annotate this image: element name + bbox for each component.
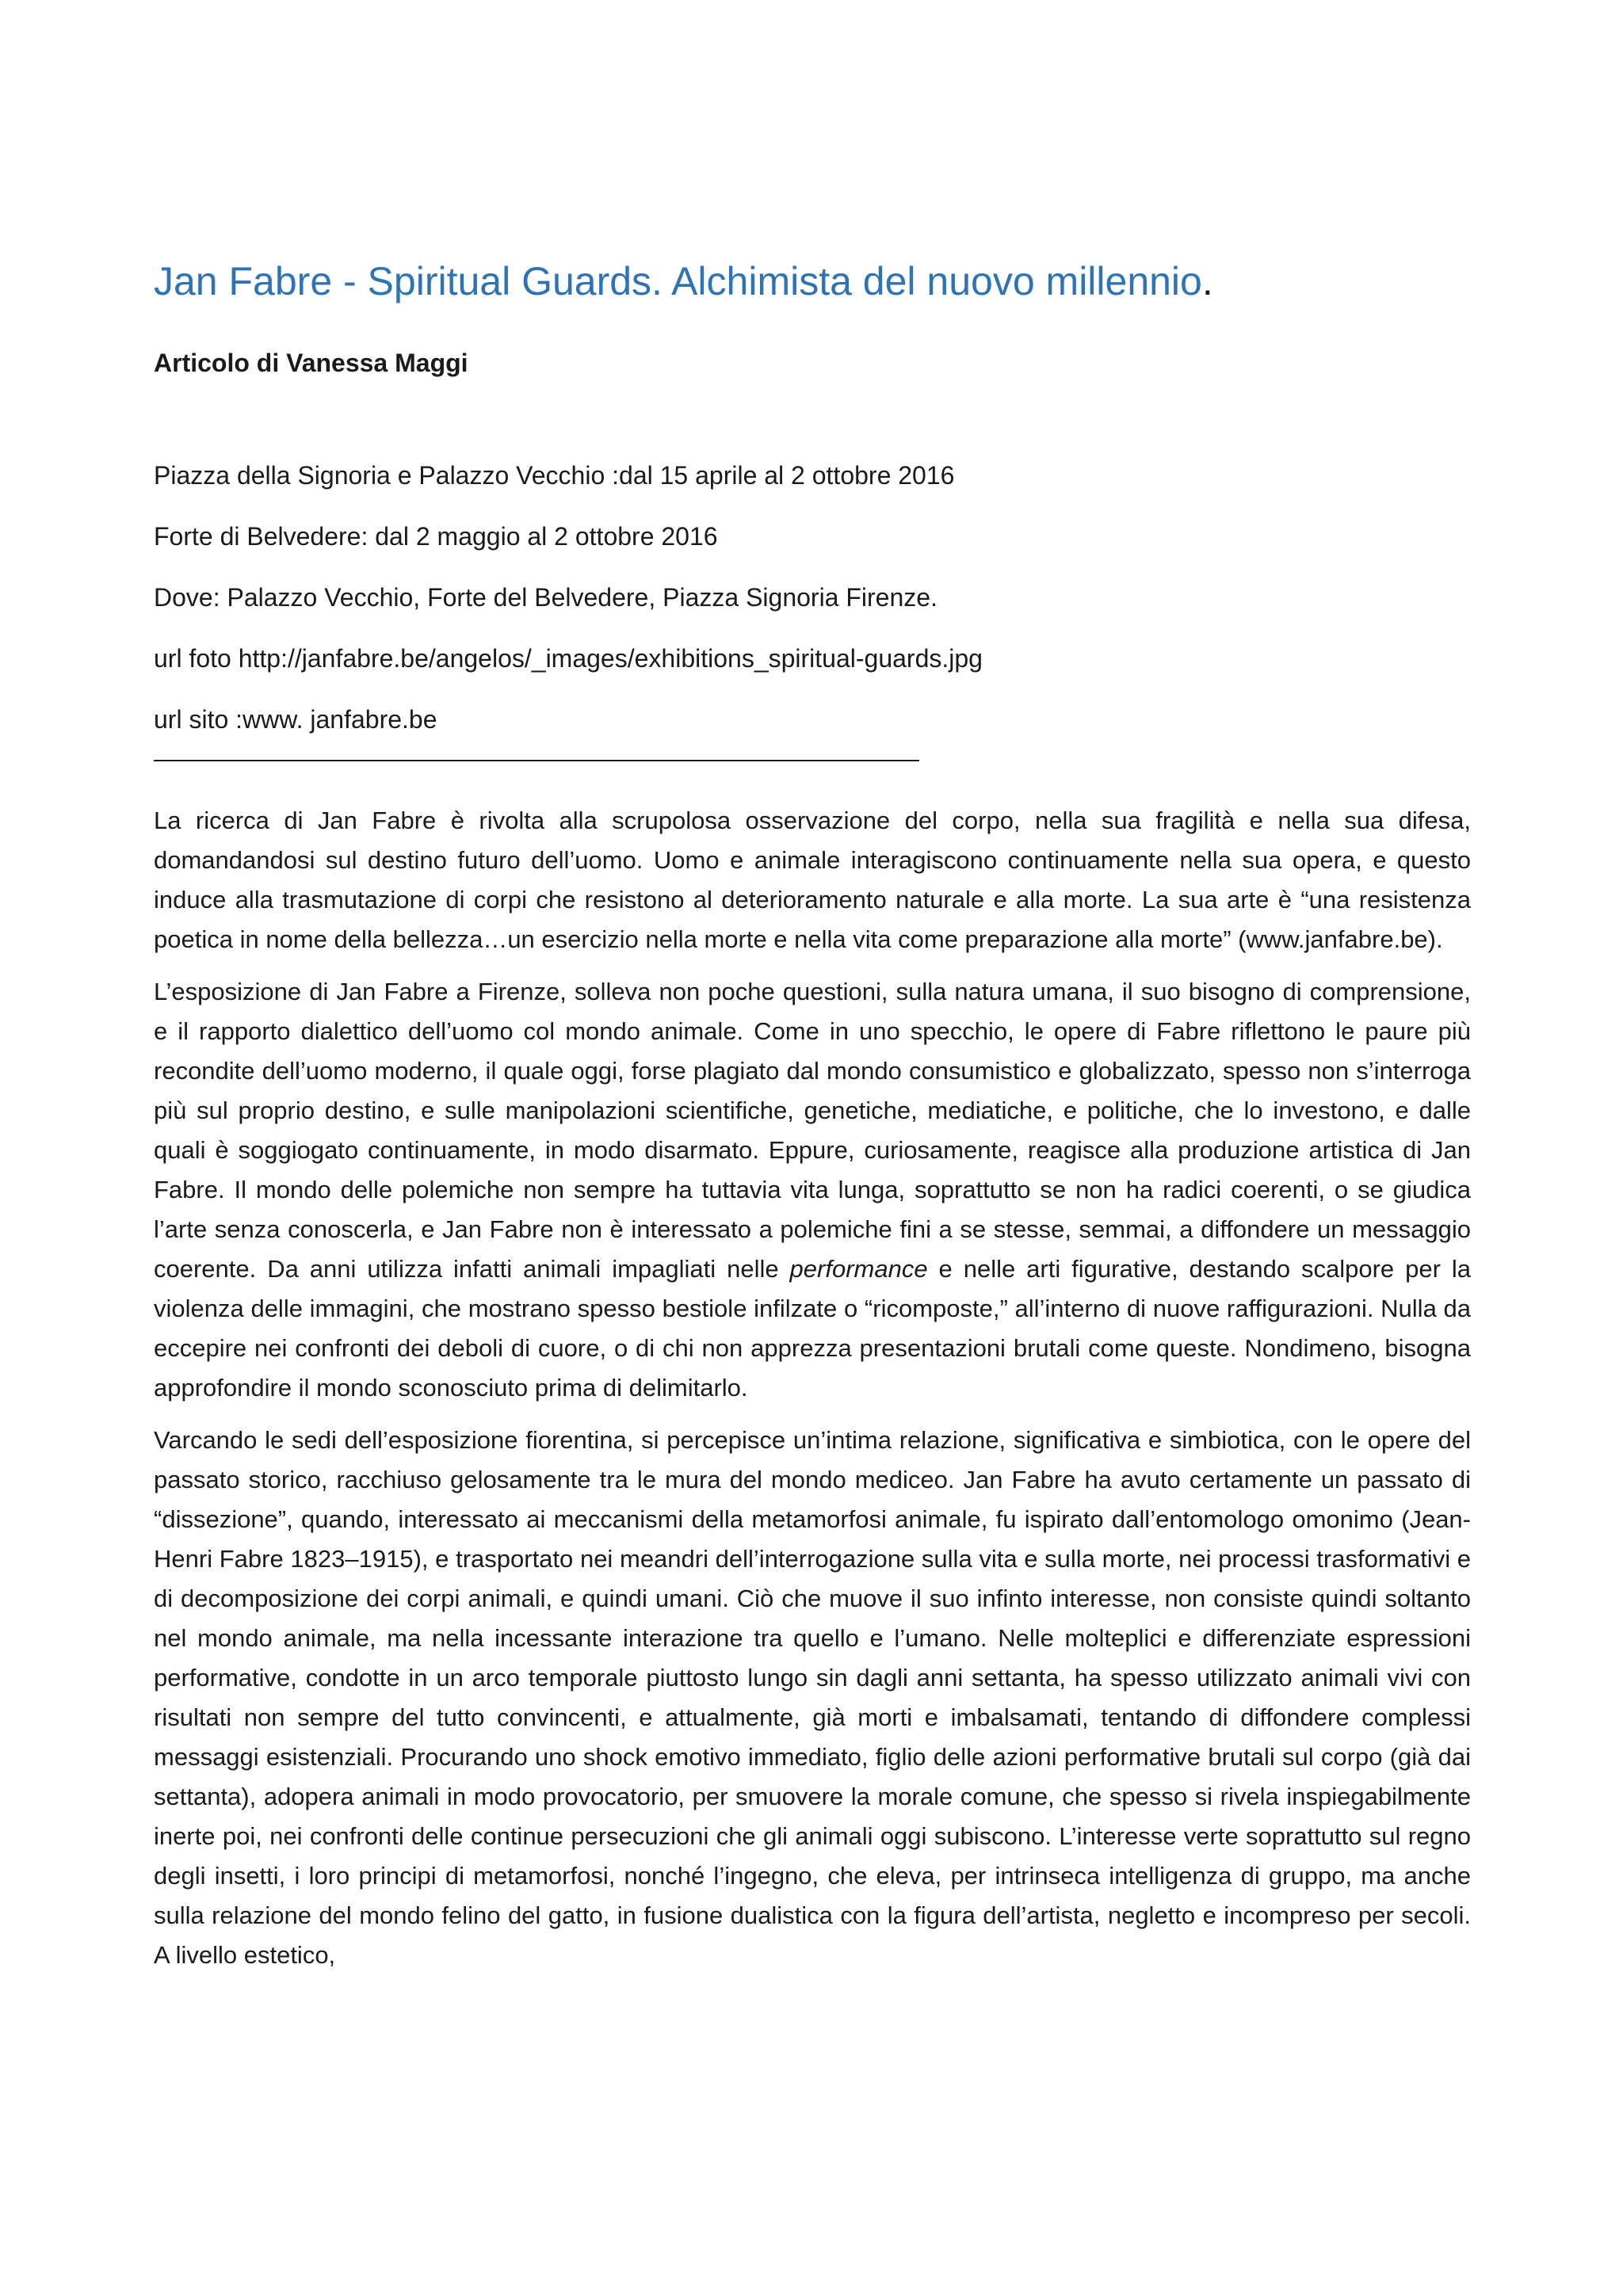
- article-body: [154, 801, 1471, 1975]
- separator-line: [154, 760, 919, 761]
- event-details: [154, 460, 1471, 735]
- event-dates-piazza: Piazza della Signoria e Palazzo Vecchio :dal 15 aprile al 2 ottobre 2016: [154, 461, 955, 490]
- document-page: [154, 254, 1471, 1988]
- paragraph-1: La ricerca di Jan Fabre è rivolta alla scrupolosa osservazione del corpo, nella sua fragilità e nella sua difesa, domandandosi sul destino futuro dell’uomo. Uomo e animale interagiscono continuamente nella sua opera, e questo induce alla trasmutazione di corpi che resistono al deterioramento naturale e alla morte. La sua arte è “una resistenza poetica in nome della bellezza…un esercizio nella morte e nella vita come preparazione alla morte” (www.janfabre.be).: [154, 807, 1471, 953]
- article-title: [154, 254, 1471, 309]
- event-location: Dove: Palazzo Vecchio, Forte del Belvedere, Piazza Signoria Firenze.: [154, 583, 938, 612]
- paragraph-3: Varcando le sedi dell’esposizione fiorentina, si percepisce un’intima relazione, significativa e simbiotica, con le opere del passato storico, racchiuso gelosamente tra le mura del mondo mediceo. Jan Fabre ha avuto certamente un passato di “dissezione”, quando, interessato ai meccanismi della metamorfosi animale, fu ispirato dall’entomologo omonimo (Jean-Henri Fabre 1823–1915), e trasportato nei meandri dell’interrogazione sulla vita e sulla morte, nei processi trasformativi e di decomposizione dei corpi animali, e quindi umani. Ciò che muove il suo infinto interesse, non consiste quindi soltanto nel mondo animale, ma nella incessante interazione tra quello e l’umano. Nelle molteplici e differenziate espressioni performative, condotte in un arco temporale piuttosto lungo sin dagli anni settanta, ha spesso utilizzato animali vivi con risultati non sempre del tutto convincenti, e attualmente, già morti e imbalsamati, tentando di diffondere complessi messaggi esistenziali. Procurando uno shock emotivo immediato, figlio delle azioni performative brutali sul corpo (già dai settanta), adopera animali in modo provocatorio, per smuovere la morale comune, che spesso si rivela inspiegabilmente inerte poi, nei confronti delle continue persecuzioni che gli animali oggi subiscono. L’interesse verte soprattutto sul regno degli insetti, i loro principi di metamorfosi, nonché l’ingegno, che eleva, per intrinseca intelligenza di gruppo, ma anche sulla relazione del mondo felino del gatto, in fusione dualistica con la figura dell’artista, negletto e incompreso per secoli. A livello estetico,: [154, 1426, 1471, 1969]
- paragraph-2-part-2: e nelle arti figurative, destando scalpore per la violenza delle immagini, che mostrano spesso bestiole infilzate o “ricomposte,” all’interno di nuove raffigurazioni. Nulla da eccepire nei confronti dei deboli di cuore, o di chi non apprezza presentazioni brutali come queste. Nondimeno, bisogna approfondire il mondo sconosciuto prima di delimitarlo.: [154, 1255, 1471, 1402]
- photo-url: url foto http://janfabre.be/angelos/_images/exhibitions_spiritual-guards.jpg: [154, 644, 983, 673]
- site-url: url sito :www. janfabre.be: [154, 705, 437, 734]
- article-byline: Articolo di Vanessa Maggi: [154, 349, 468, 377]
- article-title-period: .: [1201, 259, 1213, 303]
- paragraph-2-part-1: L’esposizione di Jan Fabre a Firenze, solleva non poche questioni, sulla natura umana, il suo bisogno di comprensione, e il rapporto dialettico dell’uomo col mondo animale. Come in uno specchio, le opere di Fabre riflettono le paure più recondite dell’uomo moderno, il quale oggi, forse plagiato dal mondo consumistico e globalizzato, spesso non s’interroga più sul proprio destino, e sulle manipolazioni scientifiche, genetiche, mediatiche, e politiche, che lo investono, e dalle quali è soggiogato continuamente, in modo disarmato. Eppure, curiosamente, reagisce alla produzione artistica di Jan Fabre. Il mondo delle polemiche non sempre ha tuttavia vita lunga, soprattutto se non ha radici coerenti, o se giudica l’arte senza conoscerla, e Jan Fabre non è interessato a polemiche fini a se stesse, semmai, a diffondere un messaggio coerente. Da anni utilizza infatti animali impagliati nelle: [154, 978, 1471, 1283]
- paragraph-2-emphasis: performance: [789, 1255, 928, 1283]
- paragraph-2: [154, 972, 1471, 1408]
- event-dates-forte: Forte di Belvedere: dal 2 maggio al 2 ottobre 2016: [154, 522, 718, 551]
- article-title-text: Jan Fabre - Spiritual Guards. Alchimista del nuovo millennio: [154, 259, 1202, 303]
